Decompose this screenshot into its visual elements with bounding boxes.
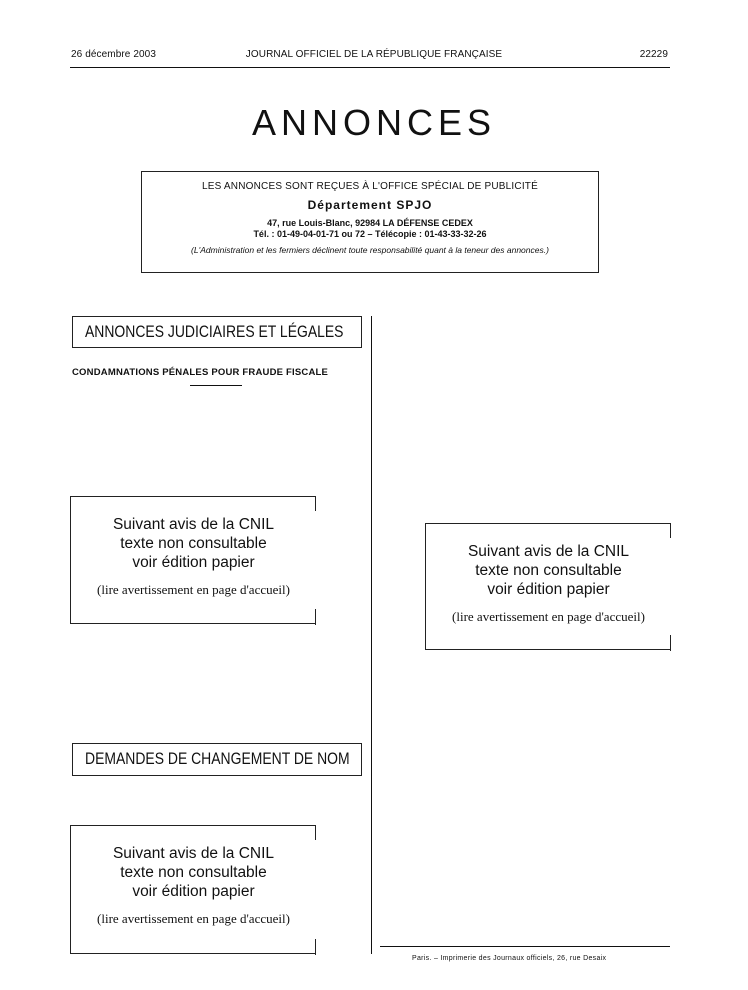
section-heading-judiciaires-label: ANNONCES JUDICIAIRES ET LÉGALES [85,322,344,341]
cnil-notice-box [70,825,316,954]
info-phone: Tél. : 01-49-04-01-71 ou 72 – Télécopie : 01-43-33-32-26 [253,229,487,239]
cnil-line1: Suivant avis de la CNIL [112,845,275,862]
subheading-condamnations: CONDAMNATIONS PÉNALES POUR FRAUDE FISCALE [72,367,329,378]
header-rule [70,67,670,68]
info-box [141,171,599,273]
cnil-notice-box [425,523,671,650]
cnil-line2: texte non consultable [120,535,267,552]
info-department: Département SPJO [307,198,433,212]
cnil-line3: voir édition papier [132,883,255,900]
cnil-line4: (lire avertissement en page d'accueil) [452,609,645,624]
info-disclaimer: (L'Administration et les fermiers déclinent toute responsabilité quant à la teneur des annonces.) [191,245,549,255]
page-title: ANNONCES [251,102,497,143]
cnil-line2: texte non consultable [475,562,622,579]
cnil-line1: Suivant avis de la CNIL [467,543,630,560]
subheading-rule [190,385,242,386]
header-page-number: 22229 [639,49,668,60]
section-heading-judiciaires [72,316,362,348]
cnil-line3: voir édition papier [487,581,610,598]
cnil-line1: Suivant avis de la CNIL [112,516,275,533]
section-heading-changement-nom-label: DEMANDES DE CHANGEMENT DE NOM [85,749,350,768]
footer-imprint: Paris. – Imprimerie des Journaux officiels, 26, rue Desaix [412,955,607,962]
column-divider [371,316,372,954]
cnil-notice-box [70,496,316,624]
header-journal-title: JOURNAL OFFICIEL DE LA RÉPUBLIQUE FRANÇAISE [245,49,503,60]
header-date: 26 décembre 2003 [71,49,156,60]
cnil-line2: texte non consultable [120,864,267,881]
info-line-office: LES ANNONCES SONT REÇUES À L'OFFICE SPÉCIAL DE PUBLICITÉ [202,181,538,192]
info-address: 47, rue Louis-Blanc, 92984 LA DÉFENSE CEDEX [267,218,473,228]
cnil-line4: (lire avertissement en page d'accueil) [97,582,290,597]
section-heading-changement-nom [72,743,362,776]
cnil-line3: voir édition papier [132,554,255,571]
cnil-line4: (lire avertissement en page d'accueil) [97,911,290,926]
footer-rule [380,946,670,947]
